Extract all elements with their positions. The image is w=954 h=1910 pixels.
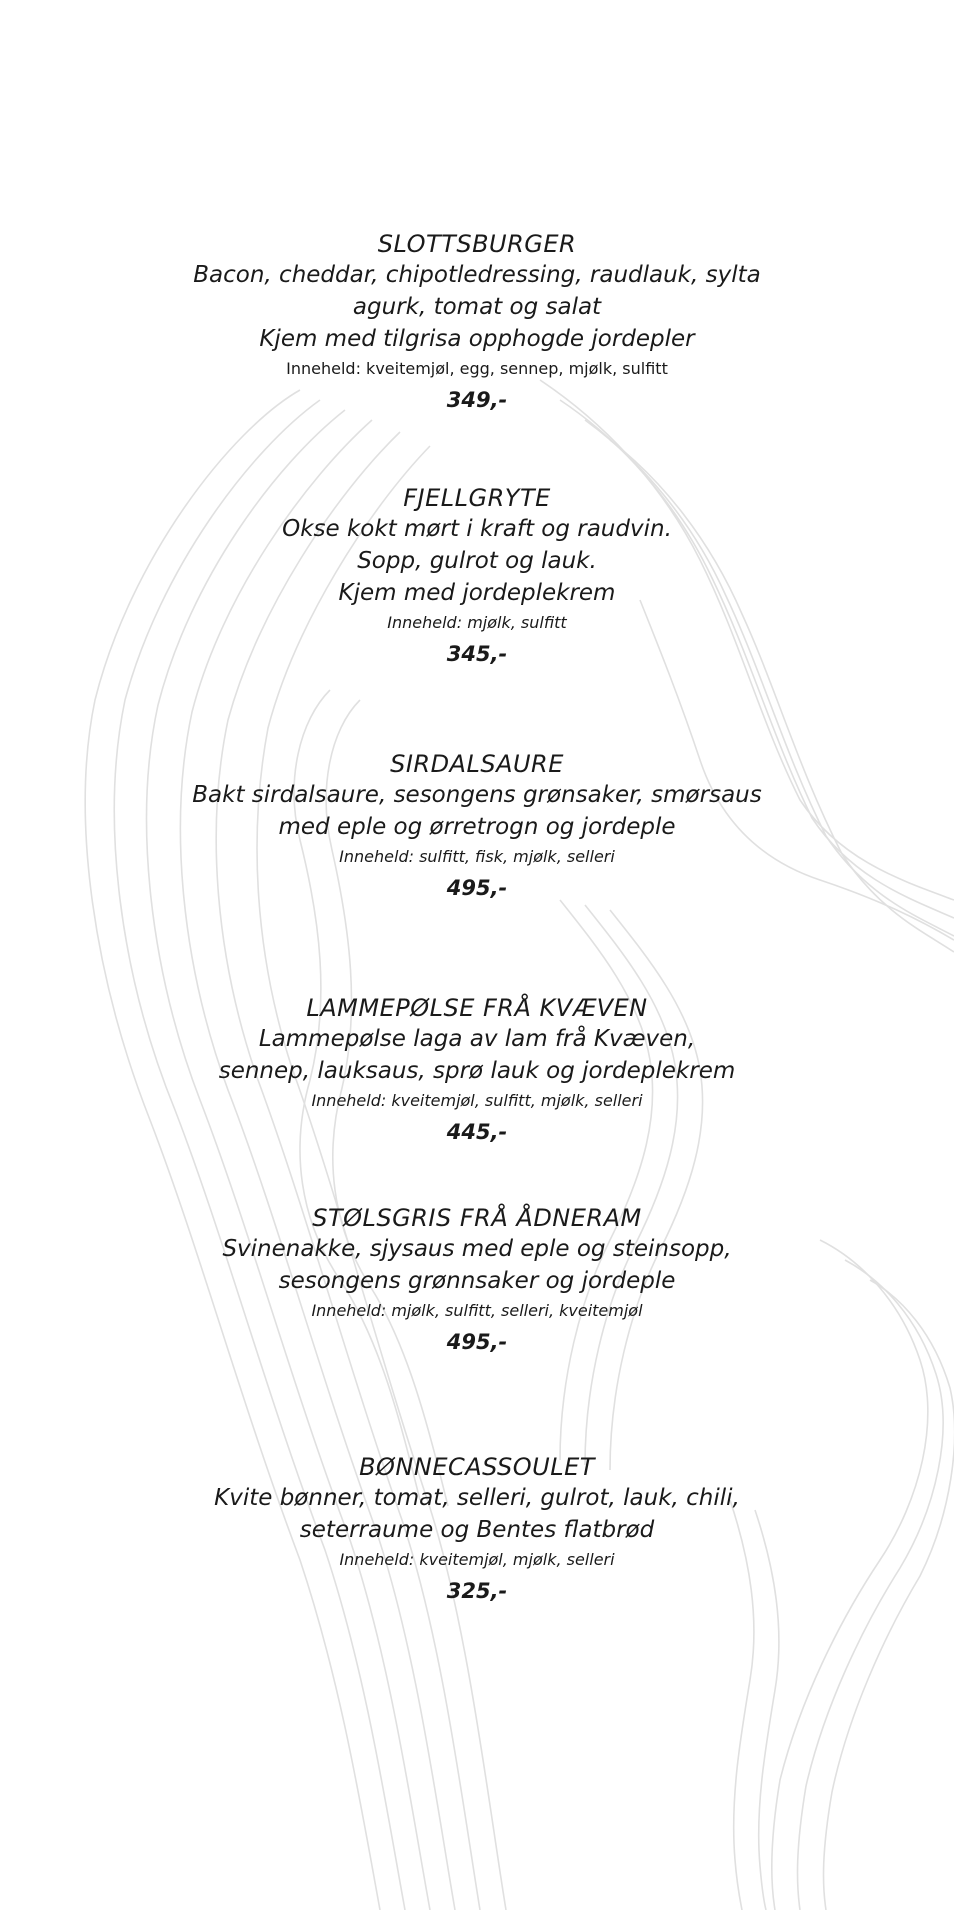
dish-description-line: med eple og ørretrogn og jordeple bbox=[278, 814, 676, 840]
dish-title: SIRDALSAURE bbox=[390, 750, 564, 778]
dish-allergens: Inneheld: mjølk, sulfitt bbox=[387, 613, 567, 632]
dish-allergens: Inneheld: kveitemjøl, sulfitt, mjølk, selleri bbox=[311, 1091, 643, 1110]
menu-item-sirdalsaure bbox=[0, 749, 954, 903]
dish-description-line: Kvite bønner, tomat, selleri, gulrot, lauk, chili, bbox=[214, 1485, 740, 1511]
dish-price: 349,- bbox=[446, 388, 508, 412]
dish-description-line: Kjem med jordeplekrem bbox=[338, 580, 616, 606]
dish-description-line: Svinenakke, sjysaus med eple og steinsopp, bbox=[222, 1236, 732, 1262]
dish-title: SLOTTSBURGER bbox=[377, 230, 577, 258]
dish-description-line: Okse kokt mørt i kraft og raudvin. bbox=[282, 516, 672, 542]
dish-description-line: seterraume og Bentes flatbrød bbox=[299, 1517, 655, 1543]
dish-description-line: sesongens grønnsaker og jordeple bbox=[278, 1268, 676, 1294]
dish-allergens: Inneheld: kveitemjøl, mjølk, selleri bbox=[339, 1550, 615, 1569]
dish-description-line: Lammepølse laga av lam frå Kvæven, bbox=[258, 1026, 696, 1052]
dish-description-line: sennep, lauksaus, sprø lauk og jordeplekrem bbox=[218, 1058, 736, 1084]
dish-title: LAMMEPØLSE FRÅ KVÆVEN bbox=[306, 994, 648, 1022]
menu-item-stolsgris bbox=[0, 1203, 954, 1357]
dish-title: FJELLGRYTE bbox=[403, 484, 551, 512]
dish-description-line: Sopp, gulrot og lauk. bbox=[357, 548, 597, 574]
dish-description-line: agurk, tomat og salat bbox=[352, 294, 602, 320]
dish-description-line: Kjem med tilgrisa opphogde jordepler bbox=[259, 326, 695, 352]
menu-item-lammepolse bbox=[0, 993, 954, 1147]
dish-title: STØLSGRIS FRÅ ÅDNERAM bbox=[312, 1204, 642, 1232]
dish-price: 345,- bbox=[446, 642, 508, 666]
dish-price: 325,- bbox=[446, 1579, 508, 1603]
dish-description-line: Bacon, cheddar, chipotledressing, raudlauk, sylta bbox=[193, 262, 761, 288]
dish-allergens: Inneheld: mjølk, sulfitt, selleri, kveitemjøl bbox=[311, 1301, 643, 1320]
dish-price: 495,- bbox=[446, 876, 508, 900]
dish-title: BØNNECASSOULET bbox=[359, 1453, 595, 1481]
dish-allergens: Inneheld: kveitemjøl, egg, sennep, mjølk, sulfitt bbox=[286, 359, 668, 378]
dish-price: 445,- bbox=[446, 1120, 508, 1144]
menu-item-fjellgryte bbox=[0, 483, 954, 669]
dish-allergens: Inneheld: sulfitt, fisk, mjølk, selleri bbox=[339, 847, 615, 866]
menu-item-bonnecassoulet bbox=[0, 1452, 954, 1606]
dish-description-line: Bakt sirdalsaure, sesongens grønsaker, smørsaus bbox=[192, 782, 762, 808]
menu-item-slottsburger bbox=[0, 229, 954, 415]
dish-price: 495,- bbox=[446, 1330, 508, 1354]
